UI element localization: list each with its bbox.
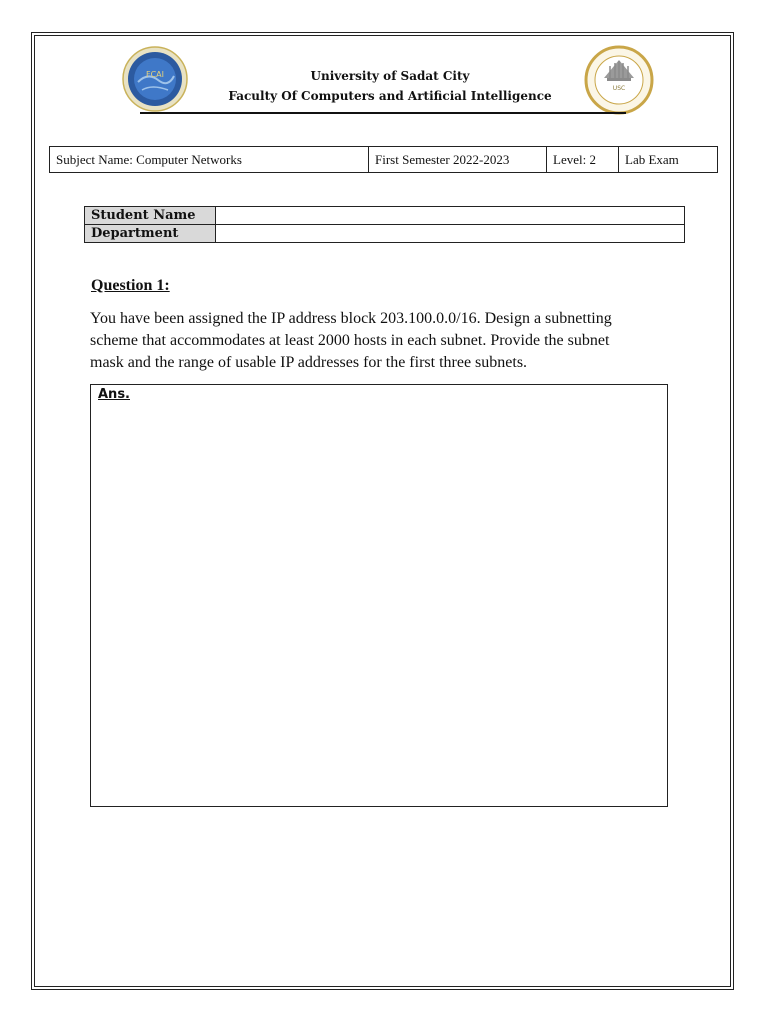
university-logo [582, 44, 656, 116]
student-name-row [85, 207, 685, 225]
question-text: You have been assigned the IP address block 203.100.0.0/16. Design a subnetting scheme that accommodates at least 2000 hosts in each subnet. Provide the subnet mask and the range of usable IP addresses for the first three subnets. [90, 310, 612, 371]
department-label: Department [85, 225, 216, 243]
department-row [85, 225, 685, 243]
semester: First Semester 2022-2023 [369, 147, 547, 172]
answer-label: Ans. [98, 387, 130, 402]
student-name-field[interactable] [216, 207, 685, 225]
subject-info-row [49, 146, 718, 173]
level: Level: 2 [547, 147, 619, 172]
answer-box[interactable] [90, 384, 668, 807]
faculty-name: Faculty Of Computers and Artificial Intelligence [228, 89, 552, 103]
student-name-label: Student Name [85, 207, 216, 225]
university-logo-text: USC [612, 85, 626, 92]
header-divider [140, 112, 626, 114]
student-info-table [84, 206, 685, 243]
exam-type: Lab Exam [625, 152, 679, 167]
question-title: Question 1: [91, 277, 170, 294]
university-name: University of Sadat City [310, 69, 470, 83]
subject-name: Subject Name: Computer Networks [50, 147, 369, 172]
faculty-logo-text: FCAI [145, 70, 165, 79]
department-field[interactable] [216, 225, 685, 243]
faculty-logo [122, 46, 188, 112]
